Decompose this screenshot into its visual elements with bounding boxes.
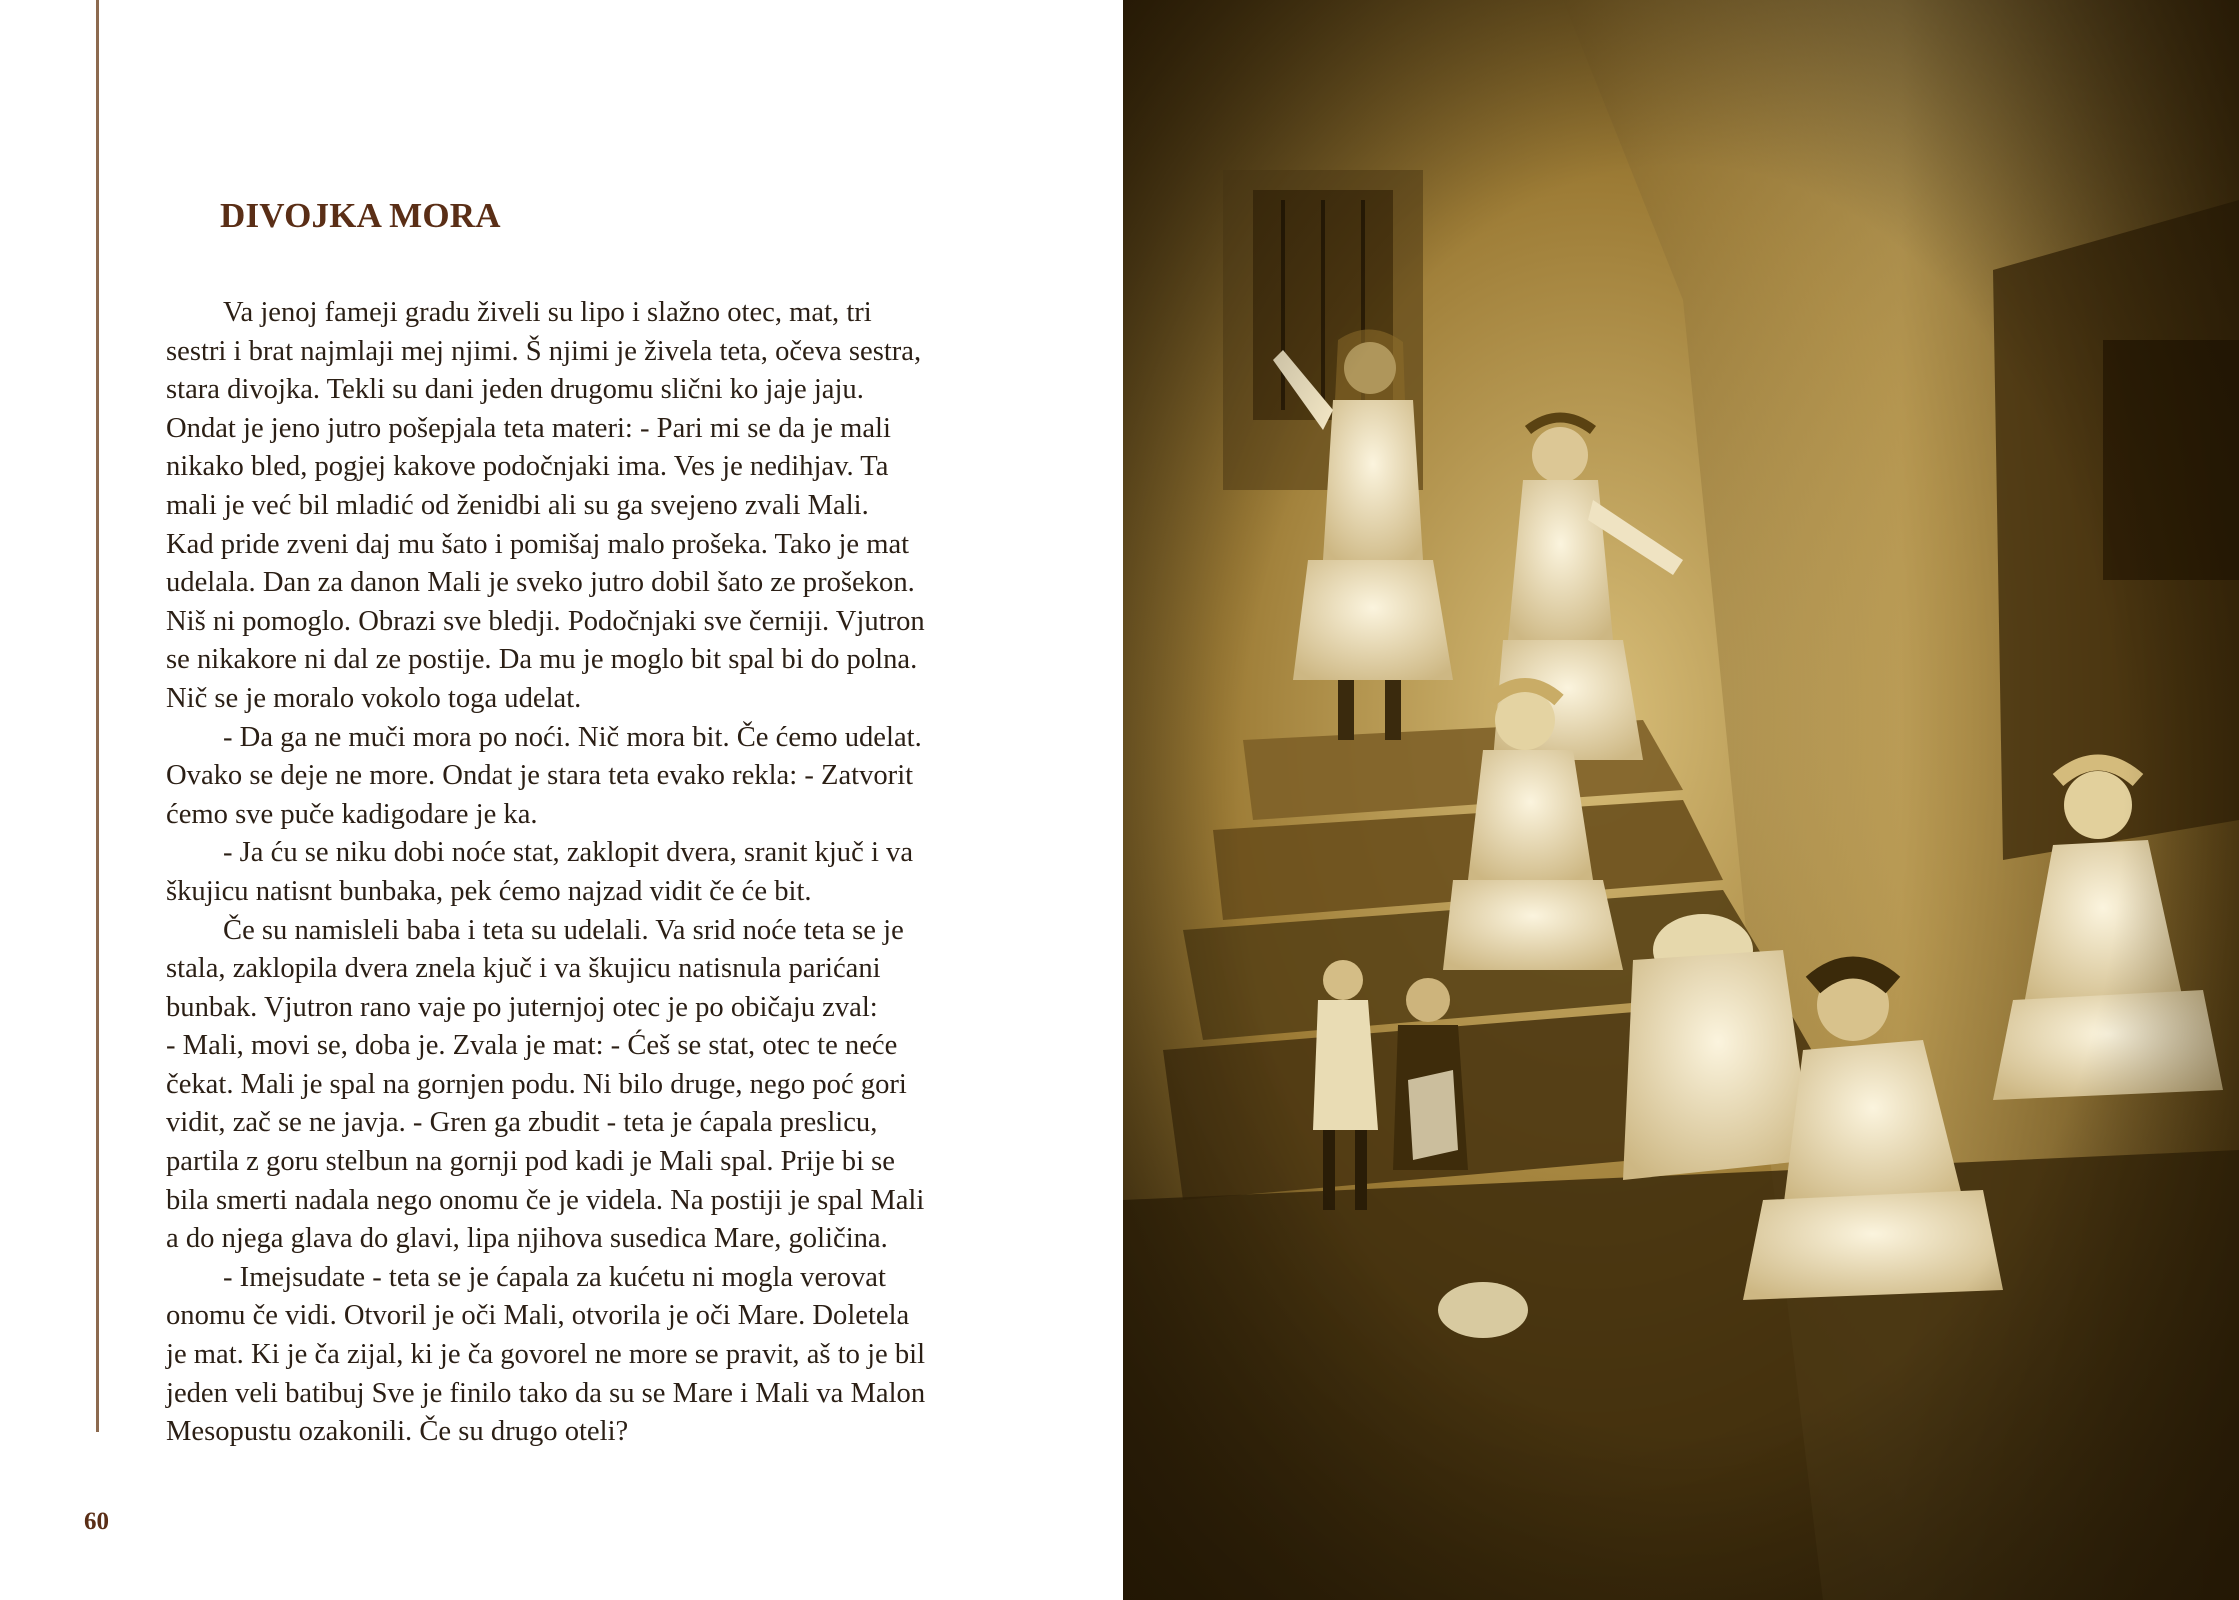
text-line: ćemo sve puče kadigodare je ka. [166, 798, 538, 830]
text-line: onomu če vidi. Otvoril je oči Mali, otvorila je oči Mare. Doletela [166, 1300, 910, 1332]
text-line: Va jenoj fameji gradu živeli su lipo i slažno otec, mat, tri [223, 297, 872, 328]
text-line: vidit, zač se ne javja. - Gren ga zbudit - teta je ćapala preslicu, [166, 1107, 878, 1139]
page-number: 60 [84, 1508, 109, 1535]
text-line: partila z goru stelbun na gornji pod kadi je Mali spal. Prije bi se [166, 1146, 895, 1178]
text-line: nikako bled, pogjej kakove podočnjaki ima. Ves je nedihjav. Ta [166, 451, 889, 483]
text-line: - Imejsudate - teta se je ćapala za kućetu ni mogla verovat [223, 1261, 886, 1293]
text-line: - Ja ću se niku dobi noće stat, zaklopit dvera, sranit kjuč i va [223, 837, 914, 869]
text-line: Mesopustu ozakonili. Če su drugo oteli? [166, 1416, 629, 1448]
story-title: DIVOJKA MORA [220, 196, 501, 235]
text-line: Nič se je moralo vokolo toga udelat. [166, 682, 582, 714]
story-body [166, 294, 1006, 1452]
text-line: Ondat je jeno jutro pošepjala teta materi: - Pari mi se da je mali [166, 412, 891, 444]
text-line: sestri i brat najmlaji mej njimi. Š njimi je živela teta, očeva sestra, [166, 335, 922, 367]
text-line: - Mali, movi se, doba je. Zvala je mat: - Ćeš se stat, otec te neće [166, 1030, 898, 1062]
photo-scene [1123, 0, 2239, 1600]
sepia-photograph [1123, 0, 2239, 1600]
text-line: Če su namisleli baba i teta su udelali. Va srid noće teta se je [223, 914, 904, 946]
text-line: mali je već bil mladić od ženidbi ali su ga svejeno zvali Mali. [166, 489, 869, 521]
text-line: stara divojka. Tekli su dani jeden drugomu slični ko jaje jaju. [166, 374, 864, 406]
text-line: čekat. Mali je spal na gornjen podu. Ni bilo druge, nego poć gori [166, 1068, 907, 1100]
text-line: stala, zaklopila dvera znela kjuč i va škujicu natisnula parićani [166, 953, 881, 985]
text-line: škujicu natisnt bunbaka, pek ćemo najzad vidit če će bit. [166, 875, 812, 907]
text-line: bunbak. Vjutron rano vaje po juternjoj otec je po običaju zval: [166, 991, 878, 1023]
text-line: udelala. Dan za danon Mali je sveko jutro dobil šato ze prošekon. [166, 567, 915, 599]
text-line: bila smerti nadala nego onomu če je videla. Na postiji je spal Mali [166, 1184, 925, 1216]
text-line: Niš ni pomoglo. Obrazi sve bledji. Podočnjaki sve černiji. Vjutron [166, 605, 925, 637]
text-line: - Da ga ne muči mora po noći. Nič mora bit. Če ćemo udelat. [223, 721, 922, 753]
text-line: Ovako se deje ne more. Ondat je stara teta evako rekla: - Zatvorit [166, 760, 914, 792]
text-line: se nikakore ni dal ze postije. Da mu je moglo bit spal bi do polna. [166, 644, 918, 676]
text-line: a do njega glava do glavi, lipa njihova susedica Mare, goličina. [166, 1223, 888, 1255]
text-line: jeden veli batibuj Sve je finilo tako da su se Mare i Mali va Malon [166, 1377, 926, 1409]
margin-rule [96, 0, 99, 1432]
text-line: Kad pride zveni daj mu šato i pomišaj malo prošeka. Tako je mat [166, 528, 910, 560]
text-line: je mat. Ki je ča zijal, ki je ča govorel ne more se pravit, aš to je bil [166, 1339, 926, 1371]
